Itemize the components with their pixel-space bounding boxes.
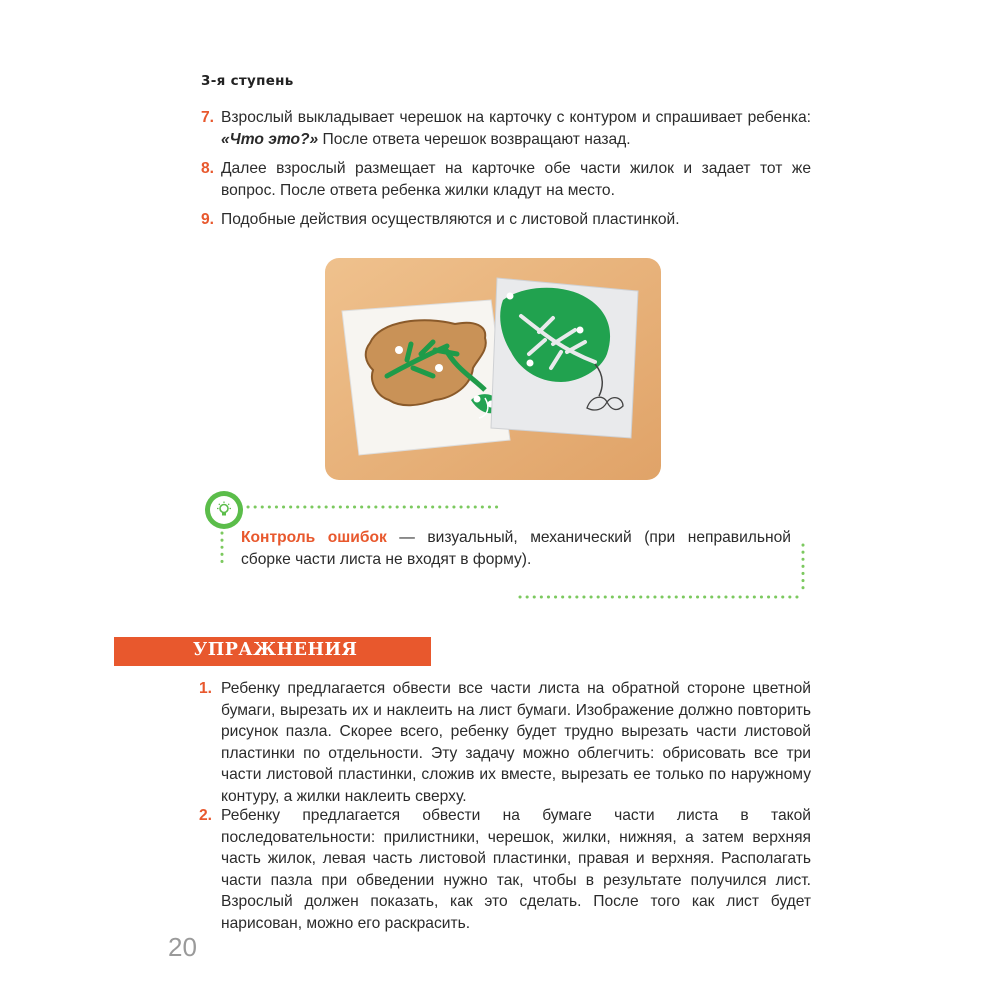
item-text: Далее взрослый размещает на карточке обе части жилок и задает тот же вопрос. После ответа ребенка жилки кладут на место. [221,160,811,199]
step-heading: 3-я ступень [201,73,294,89]
item-number: 2. [199,807,213,824]
item-number: 7. [201,109,215,126]
item-number: 8. [201,160,215,177]
section-title: УПРАЖНЕНИЯ [193,640,358,660]
item-text: Подобные действия осуществляются и с листовой пластинкой. [221,211,680,228]
item-number: 9. [201,211,215,228]
item-text: Ребенку предлагается обвести все части листа на обратной стороне цветной бумаги, вырезать их и наклеить на лист бумаги. Изображение должно повторить рисунок пазла. Скорее всего, ребенку будет трудно вырезать части листовой пластинки по отдельности. Эту задачу можно облегчить: обрисовать все три части листовой пластинки, сложив их вместе, вырезать ее только по наружному контуру, а жилки наклеить сверху. [221,680,811,805]
page-number: 20 [168,932,197,962]
error-control-note: Контроль ошибок — визуальный, механический (при неправильной сборке части листа не входят в форму). [241,529,791,568]
item-text: Ребенку предлагается обвести на бумаге части листа в такой последовательности: прилистники, черешок, жилки, нижняя, а затем верхняя часть жилок, левая часть листовой пластинки, правая и верхняя. Располагать части пазла при обведении нужно так, чтобы в результате получился лист. Взрослый должен показать, как это сделать. После того как лист будет нарисован, можно его раскрасить. [221,807,811,932]
item-text: Взрослый выкладывает черешок на карточку с контуром и спрашивает ребенка: «Что это?» После ответа черешок возвращают назад. [221,109,811,148]
list-item [199,805,811,934]
list-item [199,678,811,807]
item-number: 1. [199,680,213,697]
